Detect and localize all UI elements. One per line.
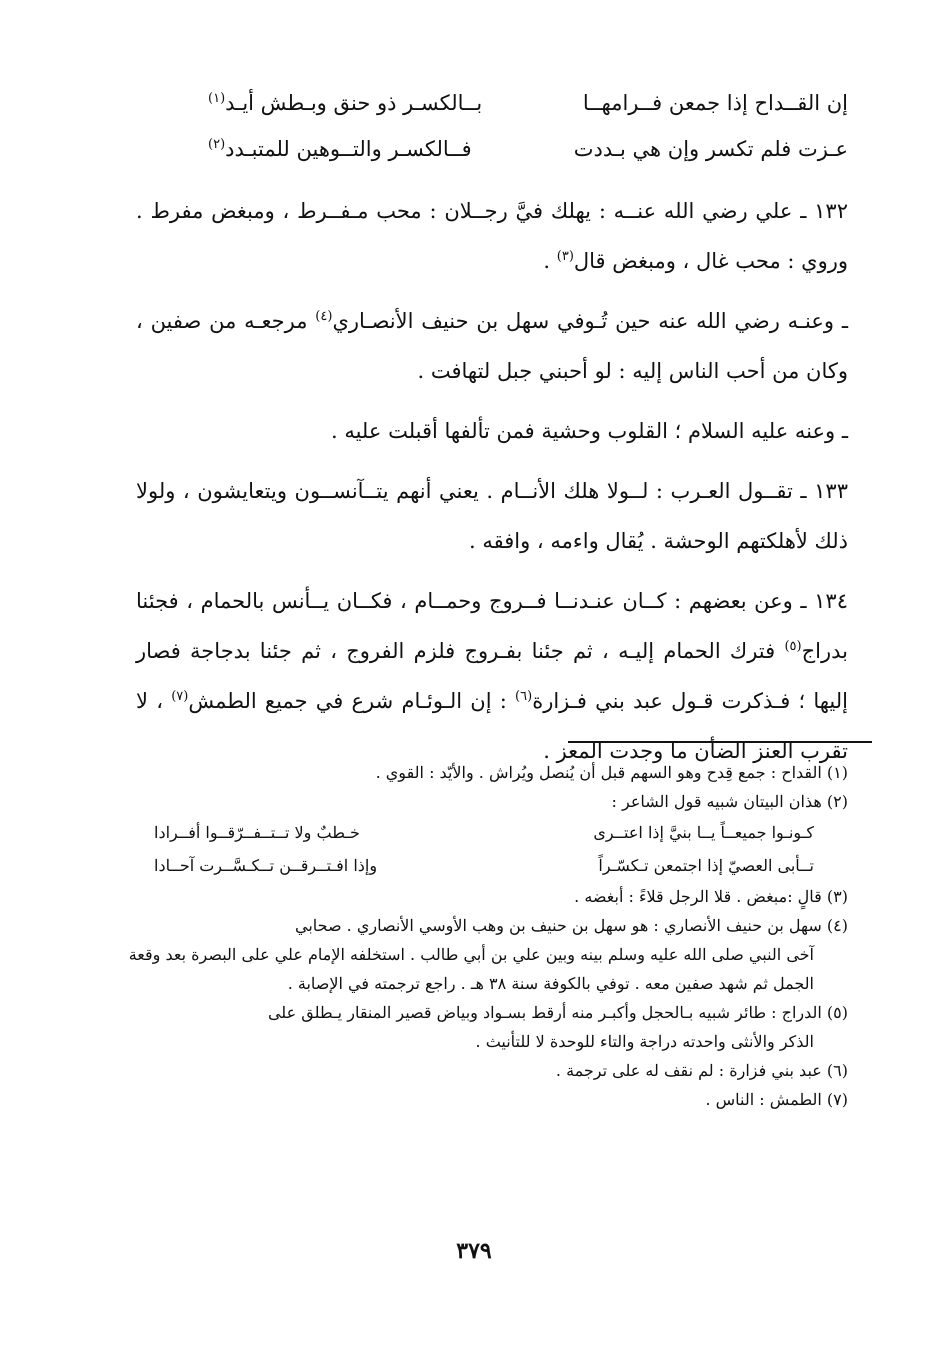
- footnote-6: (٦) عبد بني فزارة : لم نقف له على ترجمة .: [555, 1061, 848, 1080]
- verse-line-2: [208, 126, 848, 172]
- paragraph-133: [136, 466, 848, 566]
- footnote-4: (٤) سهل بن حنيف الأنصاري : هو سهل بن حنيف بن وهب الأوسي الأنصاري . صحابي: [294, 916, 848, 935]
- paragraph-134: [136, 576, 848, 776]
- footnotes: [100, 758, 848, 1114]
- verse-1-hemistich-right: إن القــداح إذا جمعن فــرامهــا: [582, 91, 848, 115]
- footnote-7: (٧) الطمش : الناس .: [705, 1090, 848, 1109]
- footnote-5: (٥) الدراج : طائر شبيه بـالحجل وأكبـر منه أرقط بسـواد وبياض قصير المنقار يـطلق على: [267, 1003, 848, 1022]
- footnote-ref-7[interactable]: (٧): [171, 689, 189, 704]
- paragraph-133-text: ١٣٣ ـ تقــول العـرب : لــولا هلك الأنــام . يعني أنهم يتــآنســون ويتعايشون ، ولولا ذلك لأهلكتهم الوحشة . يُقال واءمه ، وافقه .: [136, 479, 848, 553]
- paragraph-134-text: ١٣٤ ـ وعن بعضهم : كــان عنـدنــا فــروج وحمــام ، فكــان يــأنس بالحمام ، فجئنا بدراج: [136, 589, 848, 663]
- main-text: [136, 80, 848, 784]
- paragraph-132c-text: ـ وعنه عليه السلام ؛ القلوب وحشية فمن تألفها أقبلت عليه .: [330, 419, 848, 443]
- verse-2-left-text: فــالكسـر والتــوهين للمتبـدد: [225, 137, 472, 161]
- footnote-3: (٣) قالٍ :مبغض . قلا الرجل قلاءً : أبغضه .: [574, 887, 848, 906]
- footnote-2-verse-2-right: تــأبى العصيّ إذا اجتمعن تـكسّـراً: [598, 856, 814, 875]
- paragraph-132b-text: ـ وعنـه رضي الله عنه حين تُـوفي سهل بن حنيف الأنصـاري: [332, 309, 848, 333]
- footnote-2-verse-1: [154, 816, 848, 849]
- footnote-2-verse-1-right: كـونـوا جميعــاً يــا بنيَّ إذا اعتــرى: [593, 823, 814, 842]
- paragraph-132b-tail: مرجعـه من صفين ، وكان من أحب الناس إليه : لو أحبني جبل لتهافت .: [136, 309, 848, 383]
- paragraph-134-tail: فترك الحمام إليـه ، ثم جئنا بفـروج فلزم الفروج ، ثم جئنا بدجاجة فصار إليها ؛ فـذكرت قـول عبد بني فـزارة: [136, 639, 848, 713]
- footnote-ref-5[interactable]: (٥): [784, 639, 802, 654]
- paragraph-132-text: ١٣٢ ـ علي رضي الله عنــه : يهلك فيَّ رجــلان : محب مـفــرط ، ومبغض مفرط . وروي : محب غال ، ومبغض قال: [136, 199, 848, 273]
- paragraph-134-tail2: : إن الـوئـام شرع في جميع الطمش: [188, 689, 516, 713]
- verse-2-hemistich-right: عـزت فلم تكسر وإن هي بـددت: [573, 137, 848, 161]
- paragraph-132b: [136, 296, 848, 396]
- paragraph-132c: [136, 406, 848, 456]
- page-number: ٣٧٩: [456, 1238, 492, 1264]
- footnote-2-verse-1-left: خـطبٌ ولا تــتــفــرّقــوا أفــرادا: [154, 823, 360, 842]
- footnote-ref-2[interactable]: (٢): [208, 137, 226, 152]
- footnote-ref-4[interactable]: (٤): [315, 309, 333, 324]
- footnote-2-verse-2-left: وإذا افـتــرقــن تــكـسَّــرت آحــادا: [154, 856, 378, 875]
- footnote-2: (٢) هذان البيتان شبيه قول الشاعر :: [611, 792, 848, 811]
- verse-1-hemistich-left: [208, 80, 482, 126]
- footnote-2-verse-2: [154, 849, 848, 882]
- footnote-ref-3[interactable]: (٣): [556, 249, 574, 264]
- paragraph-134-tail3: ، لا تقرب العنز الضأن ما وجدت المعز .: [136, 689, 848, 763]
- footnote-separator: [568, 741, 872, 743]
- footnote-4-continued: آخى النبي صلى الله عليه وسلم بينه وبين علي بن أبي طالب . استخلفه الإمام علي على البصرة بعد وقعة الجمل ثم شهد صفين معه . توفي بالكوفة سنة ٣٨ هـ . راجع ترجمته في الإصابة .: [128, 945, 814, 993]
- footnote-ref-1[interactable]: (١): [208, 91, 226, 106]
- verse-1-left-text: بــالكسـر ذو حنق وبـطش أيـد: [225, 91, 483, 115]
- footnote-5-continued: الذكر والأنثى واحدته دراجة والتاء للوحدة لا للتأنيث .: [475, 1032, 814, 1051]
- paragraph-132: [136, 186, 848, 286]
- verse-2-hemistich-left: [208, 126, 472, 172]
- footnote-1: (١) القداح : جمع قِدح وهو السهم قبل أن يُنصل ويُراش . والأيّد : القوي .: [375, 763, 848, 782]
- paragraph-132-tail: .: [543, 249, 557, 273]
- footnote-ref-6[interactable]: (٦): [515, 689, 533, 704]
- verse-line-1: [208, 80, 848, 126]
